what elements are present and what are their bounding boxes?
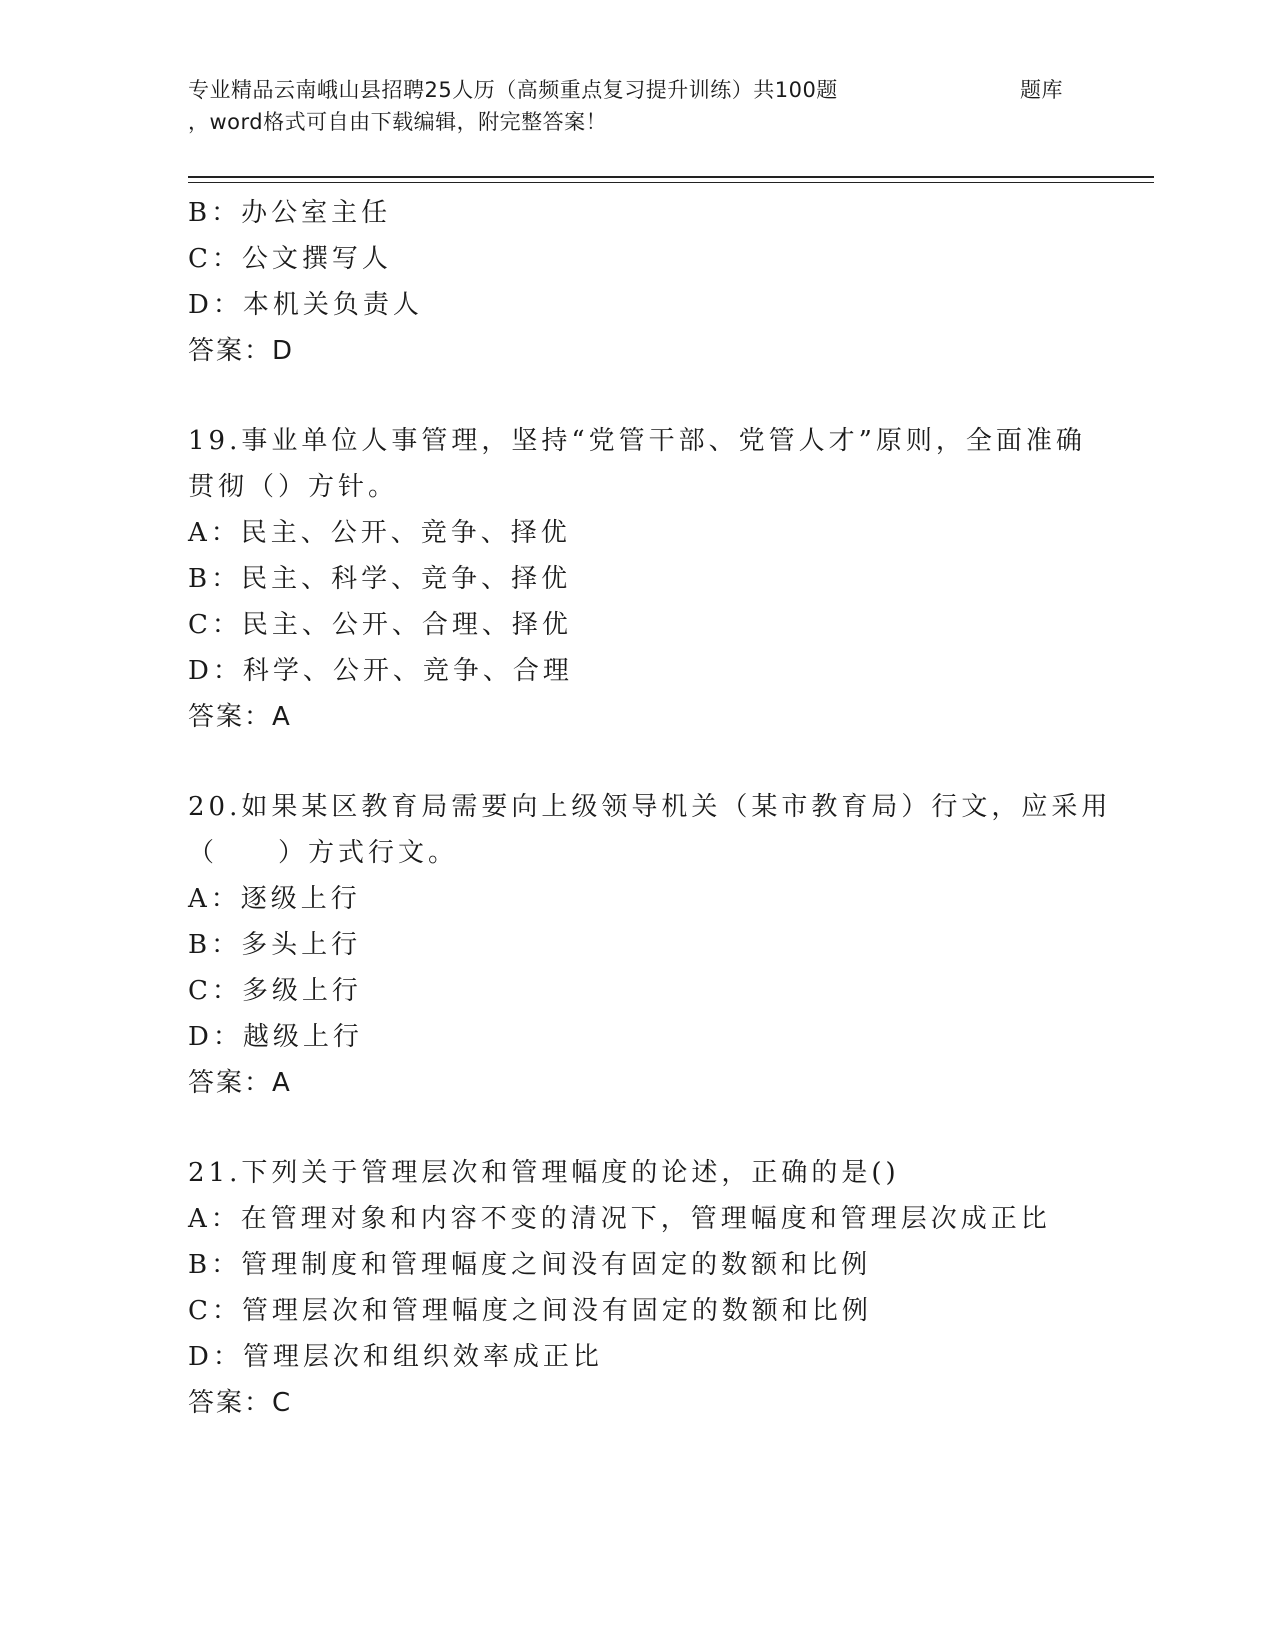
header-tag: 题库 xyxy=(1020,78,1063,102)
option-c: C：多级上行 xyxy=(188,976,362,1006)
question-stem: 21.下列关于管理层次和管理幅度的论述，正确的是() xyxy=(188,1158,900,1188)
option-c: C：管理层次和管理幅度之间没有固定的数额和比例 xyxy=(188,1296,872,1326)
question-19 xyxy=(188,418,1088,740)
question-list xyxy=(188,190,1112,1426)
option-b: B：多头上行 xyxy=(188,930,362,960)
option-d: D：科学、公开、竞争、合理 xyxy=(188,656,573,686)
option-a: A：逐级上行 xyxy=(188,884,361,914)
question-stem: 贯彻（）方针。 xyxy=(188,472,399,502)
document-header xyxy=(188,74,1068,138)
option-c: C：公文撰写人 xyxy=(188,244,392,274)
header-rule-thick xyxy=(188,176,1154,178)
header-title: 专业精品云南峨山县招聘25人历（高频重点复习提升训练）共100题 xyxy=(188,78,838,102)
option-d: D：越级上行 xyxy=(188,1022,363,1052)
header-rule-thin xyxy=(188,182,1154,183)
header-subtitle: ，word格式可自由下载编辑，附完整答案！ xyxy=(188,110,608,134)
question-stem: 19.事业单位人事管理，坚持“党管干部、党管人才”原则，全面准确 xyxy=(188,426,1086,456)
option-d: D：管理层次和组织效率成正比 xyxy=(188,1342,603,1372)
answer: 答案：C xyxy=(188,1388,293,1418)
option-b: B：民主、科学、竞争、择优 xyxy=(188,564,572,594)
question-20 xyxy=(188,784,1112,1106)
question-stem: （ ）方式行文。 xyxy=(188,838,459,868)
option-a: A：民主、公开、竞争、择优 xyxy=(188,518,571,548)
answer: 答案：D xyxy=(188,336,295,366)
question-21 xyxy=(188,1150,1088,1426)
option-a: A：在管理对象和内容不变的清况下，管理幅度和管理层次成正比 xyxy=(188,1204,1051,1234)
option-b: B：管理制度和管理幅度之间没有固定的数额和比例 xyxy=(188,1250,872,1280)
option-d: D：本机关负责人 xyxy=(188,290,423,320)
answer: 答案：A xyxy=(188,702,292,732)
question-18-tail xyxy=(188,190,1088,374)
option-b: B：办公室主任 xyxy=(188,198,392,228)
answer: 答案：A xyxy=(188,1068,292,1098)
question-stem: 20.如果某区教育局需要向上级领导机关（某市教育局）行文，应采用 xyxy=(188,792,1112,822)
option-c: C：民主、公开、合理、择优 xyxy=(188,610,572,640)
